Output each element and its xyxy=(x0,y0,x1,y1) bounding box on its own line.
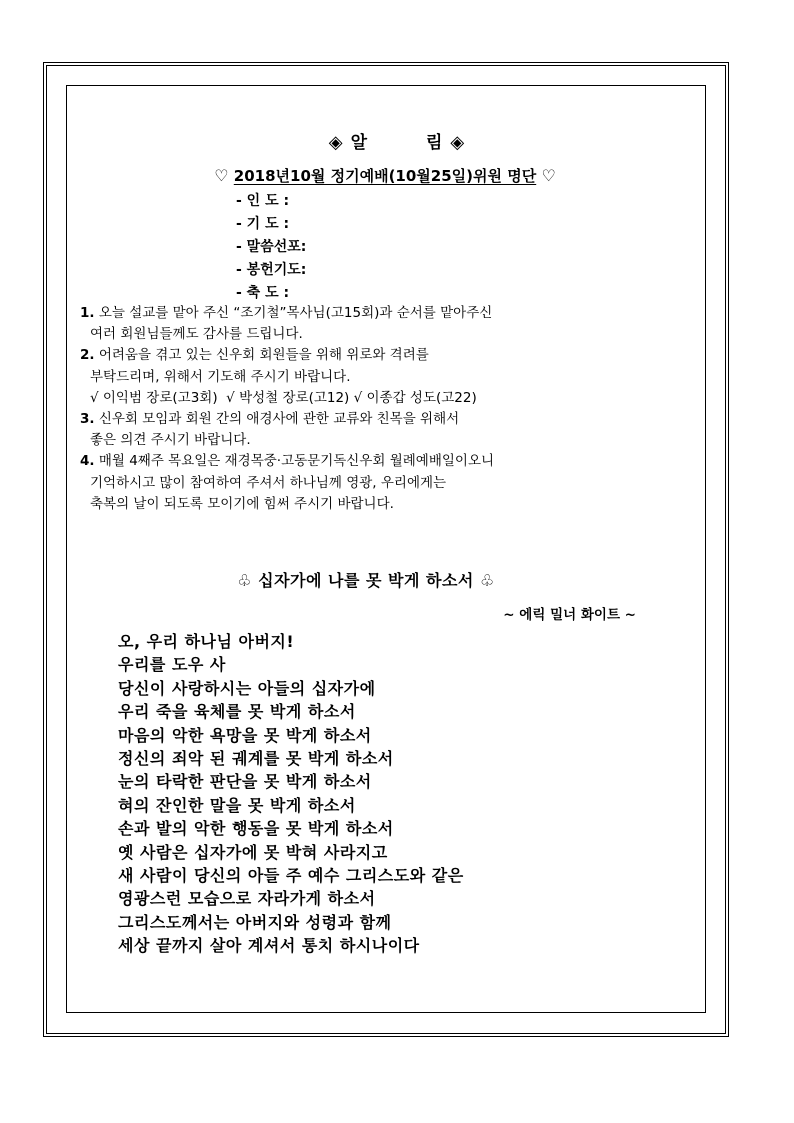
announcements-list xyxy=(80,303,494,515)
poem-line: 우리를 도우 사 xyxy=(118,655,226,675)
roster-heading-text: 2018년10월 정기예배(10월25일)위원 명단 xyxy=(233,167,537,185)
heart-icon: ♡ xyxy=(541,166,556,185)
poem-line: 우리 죽을 육체를 못 박게 하소서 xyxy=(118,702,356,722)
roles-list xyxy=(236,190,306,305)
item-text: 매월 4째주 목요일은 재경목중·고동문기독신우회 월례예배일이오니 xyxy=(98,453,495,470)
role-prayer: - 기 도 : xyxy=(236,216,290,232)
item-number: 2. xyxy=(80,347,95,364)
poem-line: 당신이 사랑하시는 아들의 십자가에 xyxy=(118,678,376,698)
roster-heading xyxy=(0,165,770,186)
announcement-4-cont2: 축복의 날이 되도록 모이기에 힘써 주시기 바랍니다. xyxy=(90,495,394,512)
role-leader: - 인 도 : xyxy=(236,193,290,209)
announcement-2-names: √ 이익범 장로(고3회) √ 박성철 장로(고12) √ 이종갑 성도(고22) xyxy=(90,389,477,406)
poem-line: 눈의 타락한 판단을 못 박게 하소서 xyxy=(118,772,372,792)
poem-line: 그리스도께서는 아버지와 성령과 함께 xyxy=(118,912,392,932)
poem-line: 혀의 잔인한 말을 못 박게 하소서 xyxy=(118,795,356,815)
notice-heading-part2: 림 xyxy=(426,133,444,153)
poem-line: 옛 사람은 십자가에 못 박혀 사라지고 xyxy=(118,842,388,862)
role-benediction: - 축 도 : xyxy=(236,285,290,301)
announcement-1-cont: 여러 회원님들께도 감사를 드립니다. xyxy=(90,326,303,343)
announcement-3 xyxy=(80,409,494,430)
poem-line: 세상 끝까지 살아 계셔서 통치 하시나이다 xyxy=(118,936,420,956)
announcement-4-cont: 기억하시고 많이 참여하여 주셔서 하나님께 영광, 우리에게는 xyxy=(90,474,447,491)
poem-line: 마음의 악한 욕망을 못 박게 하소서 xyxy=(118,725,372,745)
club-icon: ♧ xyxy=(479,571,495,590)
diamond-icon: ◈ xyxy=(450,132,466,153)
notice-heading-part1: 알 xyxy=(350,133,368,153)
announcement-4 xyxy=(80,451,494,472)
role-sermon: - 말씀선포: xyxy=(236,239,307,255)
poem-line: 오, 우리 하나님 아버지! xyxy=(118,632,295,651)
item-text: 오늘 설교를 맡아 주신 “조기철”목사님(고15회)과 순서를 맡아주신 xyxy=(98,305,493,321)
item-number: 3. xyxy=(80,411,95,428)
diamond-icon: ◈ xyxy=(328,132,344,153)
item-text: 어려움을 겪고 있는 신우회 회원들을 위해 위로와 격려를 xyxy=(98,347,429,364)
club-icon: ♧ xyxy=(237,571,253,590)
item-text: 신우회 모임과 회원 간의 애경사에 관한 교류와 친목을 위해서 xyxy=(98,411,460,428)
announcement-1 xyxy=(80,303,494,324)
item-number: 1. xyxy=(80,305,95,321)
poem-title xyxy=(0,568,732,591)
role-offering-prayer: - 봉헌기도: xyxy=(236,262,307,278)
heart-icon: ♡ xyxy=(214,166,229,185)
poem-line: 영광스런 모습으로 자라가게 하소서 xyxy=(118,889,376,909)
announcement-2-cont: 부탁드리며, 위해서 기도해 주시기 바랍니다. xyxy=(90,368,351,385)
announcement-3-cont: 좋은 의견 주시기 바랍니다. xyxy=(90,432,251,449)
poem-title-text: 십자가에 나를 못 박게 하소서 xyxy=(258,571,474,590)
poem-line: 정신의 죄악 된 궤계를 못 박게 하소서 xyxy=(118,749,394,769)
announcement-2 xyxy=(80,345,494,366)
poem-line: 손과 발의 악한 행동을 못 박게 하소서 xyxy=(118,819,394,839)
item-number: 4. xyxy=(80,453,95,470)
poem-body xyxy=(118,630,464,958)
notice-heading xyxy=(0,128,794,153)
poem-author: ~ 에릭 밀너 화이트 ~ xyxy=(503,607,636,623)
poem-line: 새 사람이 당신의 아들 주 예수 그리스도와 같은 xyxy=(118,866,464,886)
